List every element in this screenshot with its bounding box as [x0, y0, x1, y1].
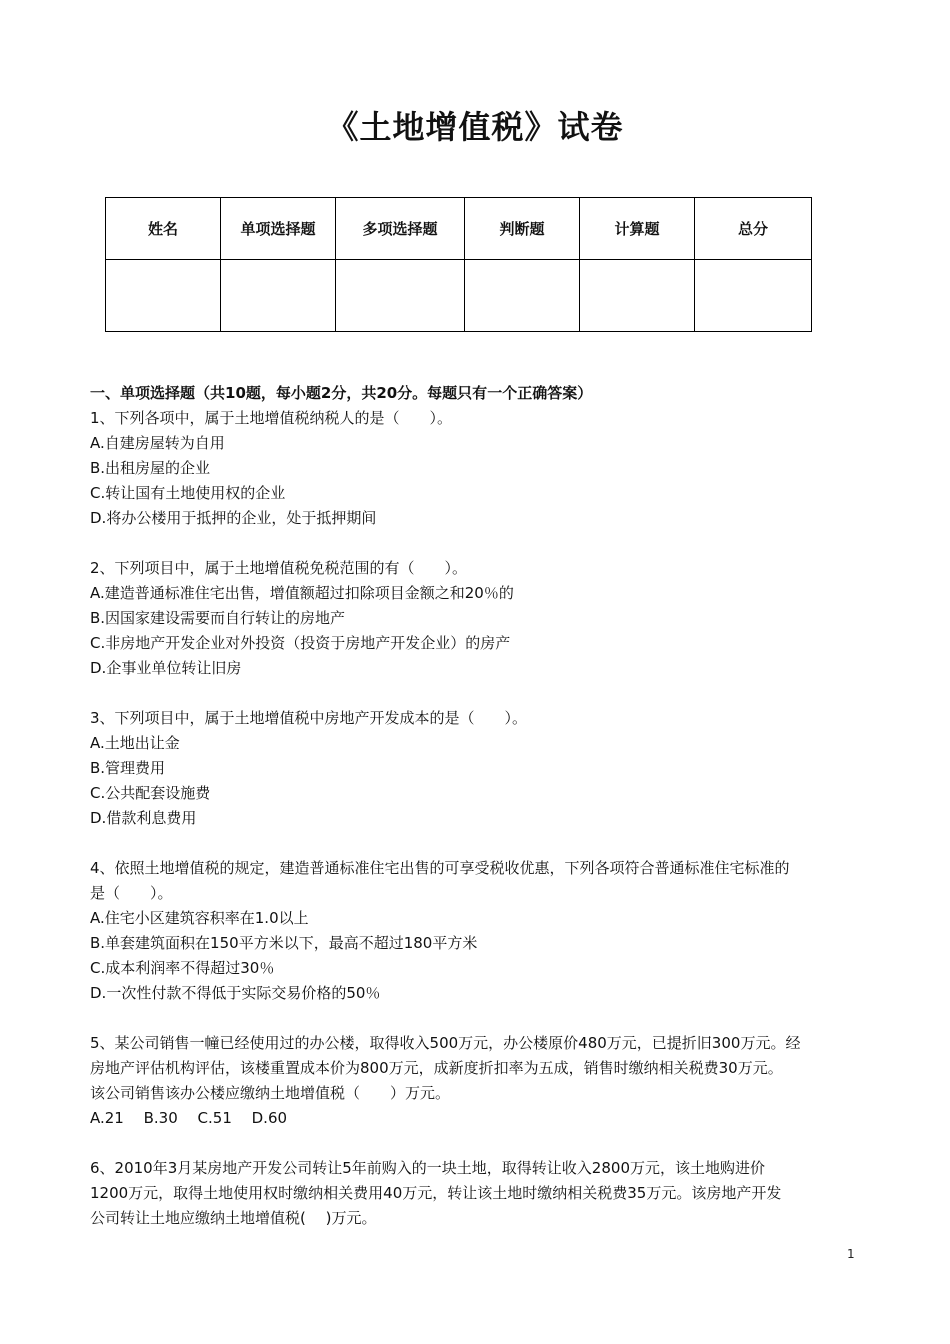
page-title: 《土地增值税》试卷 [326, 108, 624, 146]
cell-name-blank [106, 260, 221, 332]
question-1-option-a: A.自建房屋转为自用 [90, 434, 225, 452]
question-4-stem-line-1: 4、依照土地增值税的规定，建造普通标准住宅出售的可享受税收优惠，下列各项符合普通标准住宅标准的 [90, 859, 790, 877]
question-5-options: A.21 B.30 C.51 D.60 [90, 1109, 288, 1127]
cell-single-choice-blank [221, 260, 336, 332]
question-4-option-d: D.一次性付款不得低于实际交易价格的50％ [90, 984, 381, 1002]
header-calculation: 计算题 [580, 198, 695, 260]
page-number: 1 [847, 1247, 855, 1261]
question-2-option-a: A.建造普通标准住宅出售，增值额超过扣除项目金额之和20％的 [90, 584, 514, 602]
question-3-option-b: B.管理费用 [90, 759, 166, 777]
question-5-stem-line-2: 房地产评估机构评估，该楼重置成本价为800万元，成新度折扣率为五成，销售时缴纳相关税费30万元。 [90, 1059, 783, 1077]
header-name: 姓名 [106, 198, 221, 260]
question-3-option-a: A.土地出让金 [90, 734, 180, 752]
spacer [90, 531, 865, 556]
header-multiple-choice: 多项选择题 [336, 198, 465, 260]
header-single-choice: 单项选择题 [221, 198, 336, 260]
question-2-stem: 2、下列项目中，属于土地增值税免税范围的有（ ）。 [90, 559, 468, 577]
spacer [90, 1006, 865, 1031]
question-2-option-d: D.企事业单位转让旧房 [90, 659, 242, 677]
question-6-stem-line-3: 公司转让土地应缴纳土地增值税( )万元。 [90, 1209, 377, 1227]
header-total-score: 总分 [695, 198, 812, 260]
exam-content [90, 381, 865, 1231]
section-heading: 一、单项选择题（共10题，每小题2分，共20分。每题只有一个正确答案） [90, 384, 593, 402]
question-5-stem-line-3: 该公司销售该办公楼应缴纳土地增值税（ ）万元。 [90, 1084, 451, 1102]
question-6-stem-line-1: 6、2010年3月某房地产开发公司转让5年前购入的一块土地，取得转让收入2800万元，该土地购进价 [90, 1159, 765, 1177]
question-6-stem-line-2: 1200万元，取得土地使用权时缴纳相关费用40万元，转让该土地时缴纳相关税费35万元。该房地产开发 [90, 1184, 782, 1202]
question-2-option-b: B.因国家建设需要而自行转让的房地产 [90, 609, 346, 627]
question-3-stem: 3、下列项目中，属于土地增值税中房地产开发成本的是（ ）。 [90, 709, 528, 727]
header-true-false: 判断题 [465, 198, 580, 260]
question-2-option-c: C.非房地产开发企业对外投资（投资于房地产开发企业）的房产 [90, 634, 511, 652]
cell-multiple-choice-blank [336, 260, 465, 332]
question-1-option-d: D.将办公楼用于抵押的企业，处于抵押期间 [90, 509, 377, 527]
question-4-option-c: C.成本利润率不得超过30％ [90, 959, 275, 977]
cell-true-false-blank [465, 260, 580, 332]
question-4-option-b: B.单套建筑面积在150平方米以下，最高不超过180平方米 [90, 934, 478, 952]
question-3-option-c: C.公共配套设施费 [90, 784, 211, 802]
question-4-stem-line-2: 是（ ）。 [90, 884, 173, 902]
question-1-stem: 1、下列各项中，属于土地增值税纳税人的是（ ）。 [90, 409, 453, 427]
score-table [105, 197, 812, 332]
score-table-header-row [106, 198, 812, 260]
question-1-option-b: B.出租房屋的企业 [90, 459, 211, 477]
spacer [90, 831, 865, 856]
spacer [90, 681, 865, 706]
cell-total-score-blank [695, 260, 812, 332]
question-3-option-d: D.借款利息费用 [90, 809, 197, 827]
question-5-stem-line-1: 5、某公司销售一幢已经使用过的办公楼，取得收入500万元，办公楼原价480万元，已提折旧300万元。经 [90, 1034, 801, 1052]
question-4-option-a: A.住宅小区建筑容积率在1.0以上 [90, 909, 309, 927]
spacer [90, 1131, 865, 1156]
cell-calculation-blank [580, 260, 695, 332]
score-table-blank-row [106, 260, 812, 332]
question-1-option-c: C.转让国有土地使用权的企业 [90, 484, 286, 502]
